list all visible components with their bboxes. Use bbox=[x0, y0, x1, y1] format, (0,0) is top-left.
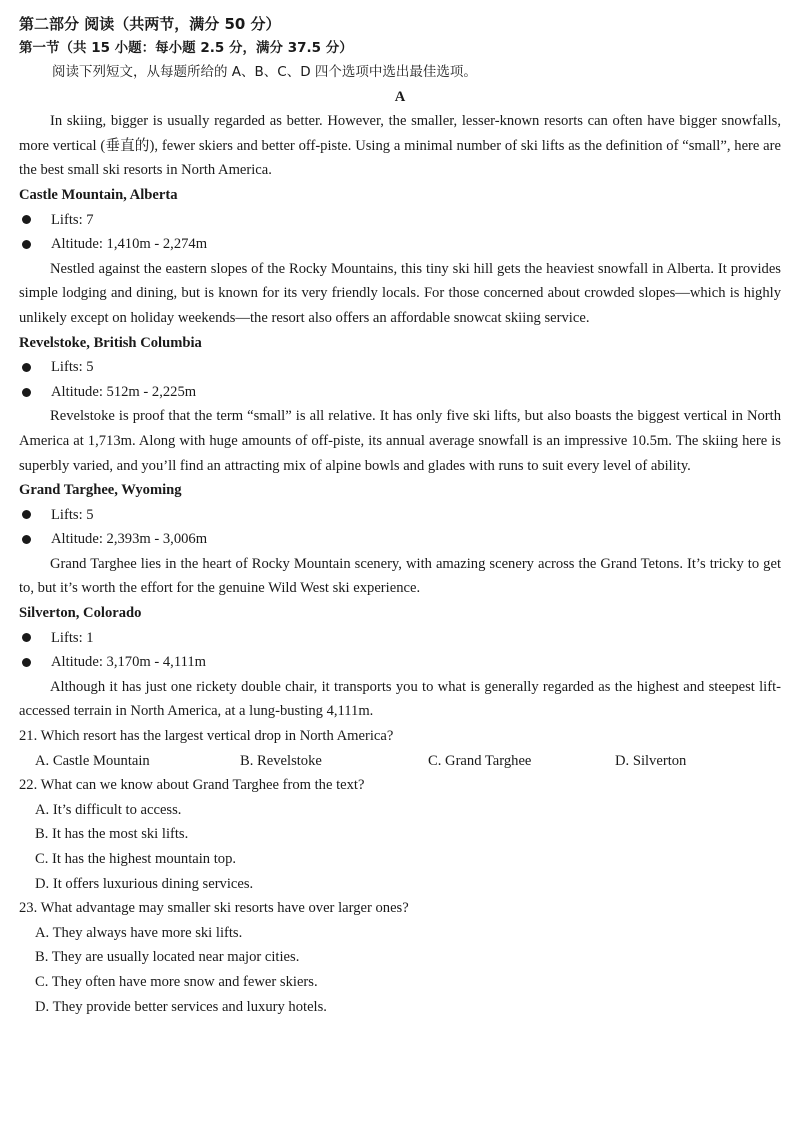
resort-description: Although it has just one rickety double chair, it transports you to what is generally regarded as the highest and steepest lift-accessed terrain in North America, at a lung-busting 4,111m. bbox=[19, 678, 781, 720]
altitude-text: Altitude: 3,170m - 4,111m bbox=[51, 654, 206, 671]
bullet-icon bbox=[22, 388, 31, 397]
question-stem: 21. Which resort has the largest vertical drop in North America? bbox=[19, 728, 394, 745]
resort-name: Grand Targhee, Wyoming bbox=[19, 482, 182, 499]
option-a[interactable]: A. They always have more ski lifts. bbox=[35, 924, 243, 941]
intro-paragraph: In skiing, bigger is usually regarded as better. However, the smaller, lesser-known resorts can often have bigger snowfalls, more vertical (垂直的), fewer skiers and better off-piste. Using a minimal number of ski lifts as the definition of “small”, here are the best small ski resorts in North America. bbox=[19, 113, 781, 179]
bullet-icon bbox=[22, 658, 31, 667]
option-c[interactable]: C. Grand Targhee bbox=[428, 752, 532, 769]
resort-description: Revelstoke is proof that the term “small” is all relative. It has only five ski lifts, but also boasts the biggest vertical in North America at 1,713m. Along with huge amounts of off-piste, its annual average snowfall is an impressive 10.5m. The skiing here is superbly varied, and you’ll find an attracting mix of alpine bowls and glades with runs to suit every level of ability. bbox=[19, 408, 781, 474]
bullet-icon bbox=[22, 633, 31, 642]
part-heading: 第二部分 阅读（共两节，满分 50 分） bbox=[19, 15, 281, 33]
instructions: 阅读下列短文，从每题所给的 A、B、C、D 四个选项中选出最佳选项。 bbox=[52, 64, 477, 80]
question-stem: 23. What advantage may smaller ski resorts have over larger ones? bbox=[19, 900, 409, 917]
option-a[interactable]: A. Castle Mountain bbox=[35, 752, 150, 769]
altitude-text: Altitude: 1,410m - 2,274m bbox=[51, 236, 208, 253]
lifts-text: Lifts: 5 bbox=[51, 359, 94, 376]
bullet-icon bbox=[22, 240, 31, 249]
question-stem: 22. What can we know about Grand Targhee from the text? bbox=[19, 777, 365, 794]
resort-description: Grand Targhee lies in the heart of Rocky Mountain scenery, with amazing scenery across the Grand Tetons. It’s tricky to get to, but it’s worth the effort for the genuine Wild West ski experience. bbox=[19, 555, 781, 597]
resort-lifts bbox=[19, 626, 781, 651]
question-options bbox=[19, 749, 781, 774]
lifts-text: Lifts: 7 bbox=[51, 211, 94, 228]
resort-name: Revelstoke, British Columbia bbox=[19, 334, 202, 351]
section-heading: 第一节（共 15 小题：每小题 2.5 分，满分 37.5 分） bbox=[19, 40, 353, 56]
lifts-text: Lifts: 1 bbox=[51, 629, 94, 646]
resort-altitude bbox=[19, 380, 781, 405]
option-c[interactable]: C. They often have more snow and fewer skiers. bbox=[35, 973, 318, 990]
option-d[interactable]: D. It offers luxurious dining services. bbox=[35, 875, 254, 892]
resort-lifts bbox=[19, 503, 781, 528]
option-a[interactable]: A. It’s difficult to access. bbox=[35, 801, 182, 818]
option-b[interactable]: B. They are usually located near major cities. bbox=[35, 949, 300, 966]
bullet-icon bbox=[22, 535, 31, 544]
resort-altitude bbox=[19, 232, 781, 257]
resort-lifts bbox=[19, 208, 781, 233]
lifts-text: Lifts: 5 bbox=[51, 506, 94, 523]
resort-altitude bbox=[19, 527, 781, 552]
option-c[interactable]: C. It has the highest mountain top. bbox=[35, 851, 237, 867]
resort-lifts bbox=[19, 355, 781, 380]
option-d[interactable]: D. Silverton bbox=[615, 752, 687, 769]
bullet-icon bbox=[22, 215, 31, 224]
option-d[interactable]: D. They provide better services and luxury hotels. bbox=[35, 998, 327, 1015]
resort-name: Castle Mountain, Alberta bbox=[19, 186, 178, 203]
altitude-text: Altitude: 512m - 2,225m bbox=[51, 383, 197, 400]
option-b[interactable]: B. Revelstoke bbox=[240, 752, 322, 769]
resort-altitude bbox=[19, 650, 781, 675]
bullet-icon bbox=[22, 510, 31, 519]
passage-label: A bbox=[394, 88, 406, 105]
option-b[interactable]: B. It has the most ski lifts. bbox=[35, 826, 189, 843]
resort-name: Silverton, Colorado bbox=[19, 605, 142, 622]
bullet-icon bbox=[22, 363, 31, 372]
altitude-text: Altitude: 2,393m - 3,006m bbox=[51, 531, 208, 548]
resort-description: Nestled against the eastern slopes of the Rocky Mountains, this tiny ski hill gets the heaviest snowfall in Alberta. It provides simple lodging and dining, but is known for its very friendly locals. For those concerned about crowded slopes—which is highly unlikely except on holiday weekends—the resort also offers an affordable snowcat skiing service. bbox=[19, 260, 781, 326]
